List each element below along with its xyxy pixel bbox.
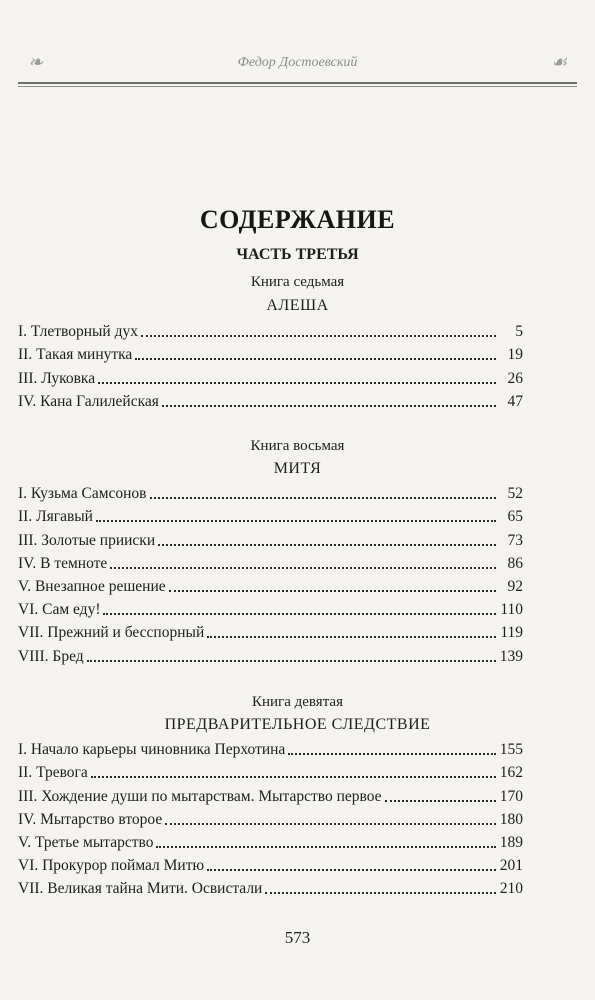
toc-entry-page: 139	[499, 647, 523, 665]
book-name: ПРЕДВАРИТЕЛЬНОЕ СЛЕДСТВИЕ	[164, 716, 431, 733]
toc-entry[interactable]	[18, 480, 523, 503]
toc-entry[interactable]	[18, 875, 523, 898]
toc-leader	[158, 544, 496, 546]
toc-leader	[162, 405, 496, 407]
toc-entry-page: 65	[507, 508, 523, 526]
toc-entry[interactable]	[18, 573, 523, 596]
ornament-left-icon: ❧	[28, 52, 44, 72]
toc-entry[interactable]	[18, 526, 523, 549]
book-heading: Книга девятая	[252, 694, 343, 710]
toc-entry[interactable]	[18, 736, 523, 759]
running-header-author: Федор Достоевский	[237, 55, 358, 70]
toc-entry-label: VIII. Бред	[18, 647, 84, 665]
toc-entry-page: 26	[507, 369, 523, 387]
toc-leader	[265, 892, 496, 894]
toc-leader	[385, 800, 496, 802]
toc-entry-label: II. Тревога	[18, 764, 88, 782]
toc-leader	[135, 358, 496, 360]
toc-entry-page: 155	[499, 741, 523, 759]
toc-leader	[141, 335, 496, 337]
header-rule	[18, 82, 577, 84]
toc-entry-page: 189	[499, 833, 523, 851]
toc-entry[interactable]	[18, 759, 523, 782]
toc-leader	[103, 613, 496, 615]
toc-list-book-7	[18, 318, 523, 411]
toc-entry-label: II. Лягавый	[18, 508, 93, 526]
toc-entry[interactable]	[18, 341, 523, 364]
toc-leader	[96, 520, 496, 522]
toc-entry-label: IV. Мытарство второе	[18, 810, 163, 828]
page-title: СОДЕРЖАНИЕ	[199, 205, 396, 234]
toc-entry[interactable]	[18, 550, 523, 573]
toc-leader	[87, 660, 496, 662]
book-name: МИТЯ	[273, 460, 322, 477]
page-number: 573	[284, 928, 311, 947]
toc-entry[interactable]	[18, 596, 523, 619]
toc-entry-page: 5	[515, 323, 523, 341]
toc-entry-label: IV. Кана Галилейская	[18, 392, 159, 410]
toc-entry-label: V. Внезапное решение	[18, 577, 166, 595]
toc-entry-page: 47	[507, 392, 523, 410]
toc-entry-label: V. Третье мытарство	[18, 833, 154, 851]
toc-entry-label: I. Тлетворный дух	[18, 323, 138, 341]
toc-leader	[150, 497, 496, 499]
toc-entry[interactable]	[18, 364, 523, 387]
toc-entry-page: 201	[499, 857, 523, 875]
toc-entry-label: IV. В темноте	[18, 554, 108, 572]
toc-entry-page: 92	[507, 577, 523, 595]
running-header	[22, 46, 573, 80]
toc-entry-label: I. Начало карьеры чиновника Перхотина	[18, 741, 286, 759]
toc-entry-label: I. Кузьма Самсонов	[18, 485, 147, 503]
toc-leader	[169, 590, 496, 592]
toc-leader	[98, 382, 496, 384]
toc-entry[interactable]	[18, 642, 523, 665]
toc-entry-page: 119	[500, 624, 523, 642]
toc-entry-page: 73	[507, 531, 523, 549]
toc-entry-page: 210	[499, 880, 523, 898]
toc-entry[interactable]	[18, 782, 523, 805]
toc-leader	[165, 823, 496, 825]
toc-leader	[207, 869, 496, 871]
toc-leader	[91, 776, 496, 778]
toc-entry[interactable]	[18, 388, 523, 411]
toc-list-book-9	[18, 736, 523, 898]
toc-entry-page: 170	[499, 787, 523, 805]
toc-entry-page: 180	[499, 810, 523, 828]
toc-entry-page: 52	[507, 485, 523, 503]
toc-list-book-8	[18, 480, 523, 666]
ornament-right-icon: ☙	[550, 52, 567, 72]
toc-entry[interactable]	[18, 829, 523, 852]
toc-entry-page: 86	[507, 554, 523, 572]
toc-entry-page: 162	[499, 764, 523, 782]
toc-entry-page: 19	[507, 346, 523, 364]
toc-entry-label: II. Такая минутка	[18, 346, 133, 364]
toc-entry[interactable]	[18, 619, 523, 642]
header-rule-thin	[18, 86, 577, 87]
toc-entry-label: III. Хождение души по мытарствам. Мытарство первое	[18, 787, 382, 805]
toc-entry[interactable]	[18, 503, 523, 526]
toc-entry-label: VI. Сам еду!	[18, 601, 101, 619]
toc-entry-page: 110	[500, 601, 523, 619]
toc-entry-label: III. Золотые прииски	[18, 531, 156, 549]
toc-entry-label: VI. Прокурор поймал Митю	[18, 857, 205, 875]
toc-leader	[156, 846, 496, 848]
toc-entry-label: VII. Великая тайна Мити. Освистали	[18, 880, 263, 898]
toc-entry-label: III. Луковка	[18, 369, 96, 387]
book-heading: Книга седьмая	[250, 274, 345, 290]
toc-entry[interactable]	[18, 852, 523, 875]
book-name: АЛЕША	[266, 297, 329, 314]
book-heading: Книга восьмая	[250, 438, 345, 454]
toc-leader	[110, 567, 496, 569]
toc-entry-label: VII. Прежний и бесспорный	[18, 624, 205, 642]
toc-entry[interactable]	[18, 806, 523, 829]
toc-leader	[207, 636, 496, 638]
toc-entry[interactable]	[18, 318, 523, 341]
toc-leader	[288, 753, 496, 755]
part-title: ЧАСТЬ ТРЕТЬЯ	[236, 246, 359, 263]
